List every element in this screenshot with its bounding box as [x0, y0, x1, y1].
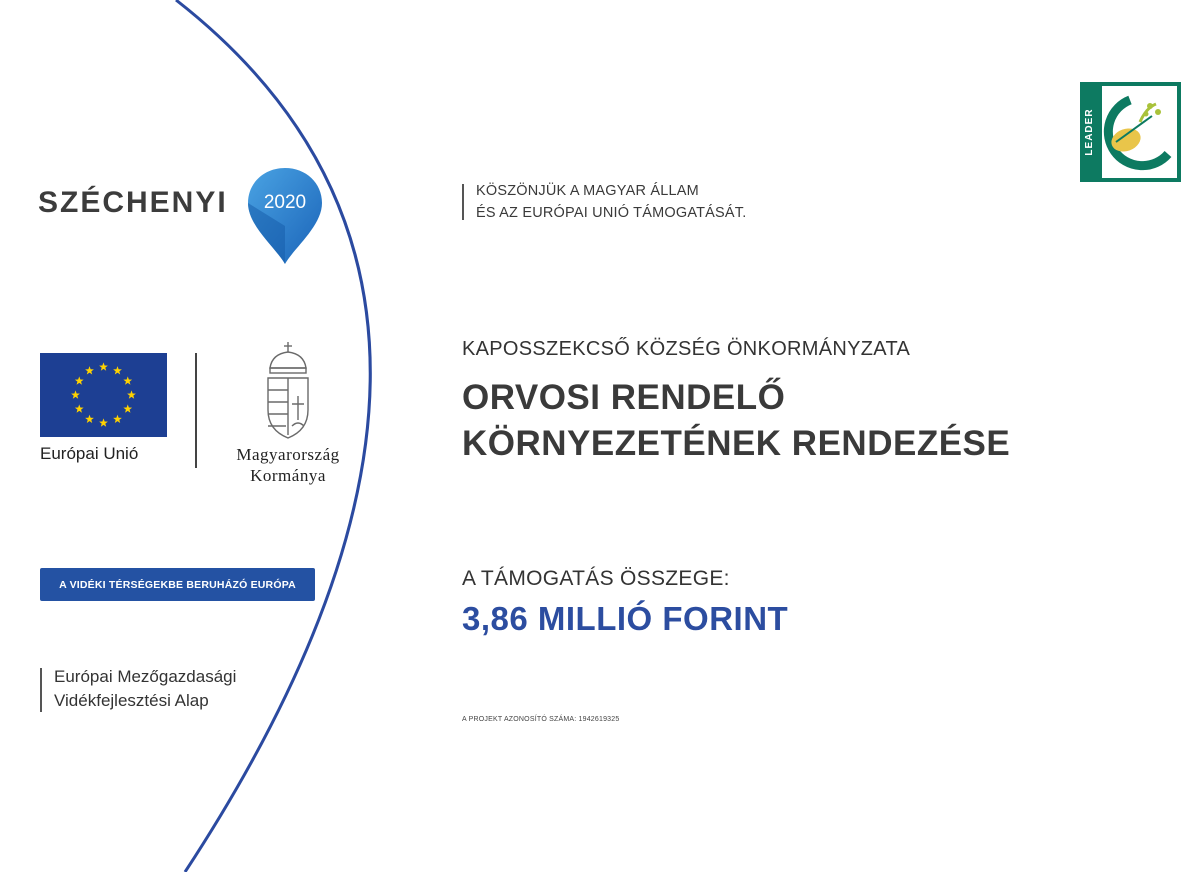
hungarian-government-label	[200, 444, 376, 486]
organization-name: KAPOSSZEKCSŐ KÖZSÉG ÖNKORMÁNYZATA	[462, 338, 911, 360]
project-title	[462, 375, 1010, 467]
rural-europe-badge: A VIDÉKI TÉRSÉGEKBE BERUHÁZÓ EURÓPA	[40, 568, 315, 601]
project-title-line-1: ORVOSI RENDELŐ	[462, 378, 786, 417]
leader-text: LEADER	[1084, 108, 1095, 156]
support-amount: 3,86 MILLIÓ FORINT	[462, 600, 789, 637]
szechenyi-2020-pin-icon	[246, 166, 324, 266]
szechenyi-logo-text: SZÉCHENYI	[38, 186, 228, 219]
hu-gov-line-2: Kormánya	[250, 466, 326, 485]
thanks-text	[476, 180, 746, 224]
hu-gov-line-1: Magyarország	[236, 445, 340, 464]
hungarian-coat-of-arms-icon	[260, 340, 316, 440]
emva-bar	[40, 668, 42, 712]
thanks-line-2: ÉS AZ EURÓPAI UNIÓ TÁMOGATÁSÁT.	[476, 205, 747, 221]
logo-divider	[195, 353, 197, 468]
emva-text	[54, 665, 236, 713]
eu-label: Európai Unió	[40, 444, 139, 463]
project-title-line-2: KÖRNYEZETÉNEK RENDEZÉSE	[462, 424, 1011, 463]
leader-logo-icon	[1080, 82, 1181, 182]
szechenyi-year: 2020	[263, 192, 307, 213]
thanks-line-1: KÖSZÖNJÜK A MAGYAR ÁLLAM	[476, 183, 699, 199]
thanks-bar	[462, 184, 464, 220]
emva-line-1: Európai Mezőgazdasági	[54, 667, 237, 686]
project-id: A PROJEKT AZONOSÍTÓ SZÁMA: 1942619325	[462, 716, 620, 723]
support-label: A TÁMOGATÁS ÖSSZEGE:	[462, 567, 730, 590]
eu-flag-icon	[40, 353, 167, 437]
emva-line-2: Vidékfejlesztési Alap	[54, 691, 209, 710]
